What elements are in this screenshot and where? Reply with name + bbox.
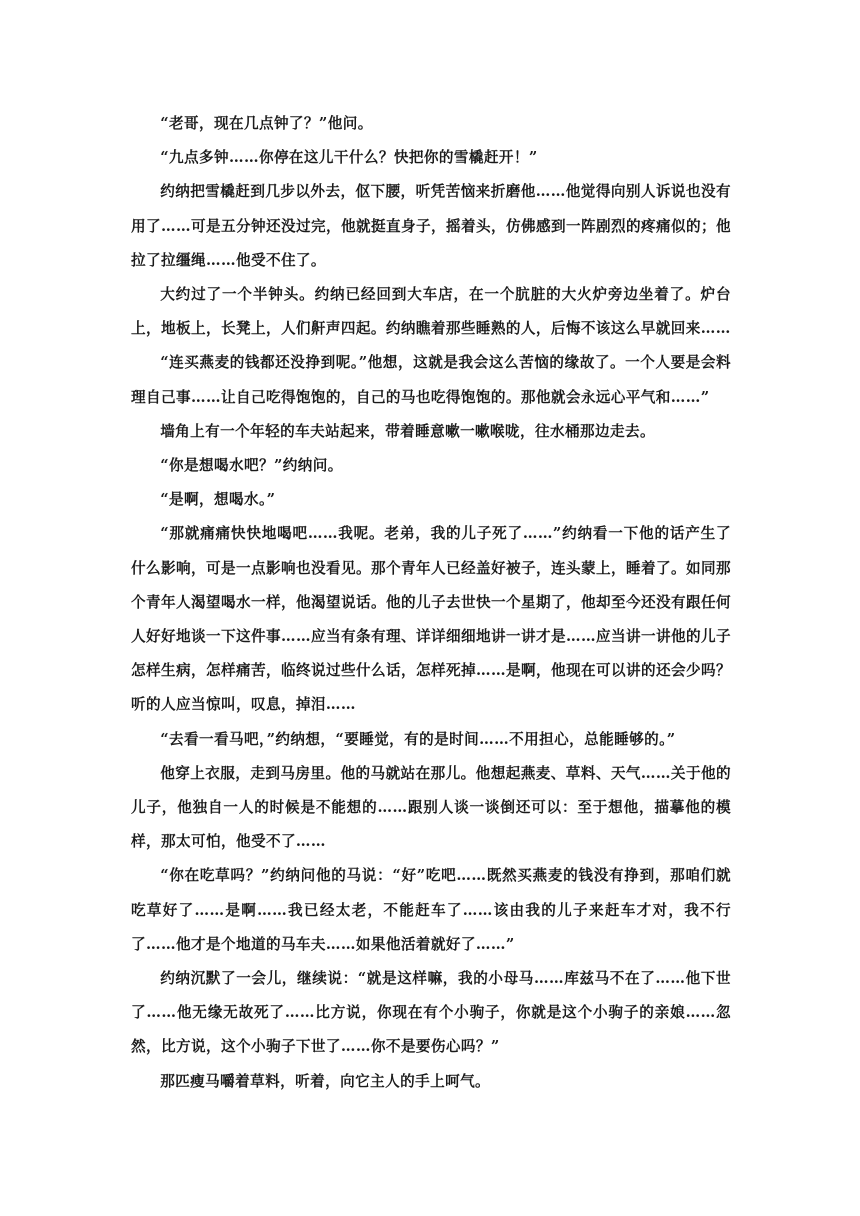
paragraph: “连买燕麦的钱都还没挣到呢。”他想，这就是我会这么苦恼的缘故了。一个人要是会料理自己事……让自己吃得饱饱的，自己的马也吃得饱饱的。那他就会永远心平气和……” bbox=[131, 354, 731, 406]
paragraph: “你是想喝水吧？”约纳问。 bbox=[160, 457, 343, 475]
paragraph: “九点多钟……你停在这儿干什么？快把你的雪橇赶开！” bbox=[160, 149, 538, 167]
paragraph: 大约过了一个半钟头。约纳已经回到大车店，在一个肮脏的大火炉旁边坐着了。炉台上，地板上，长凳上，人们鼾声四起。约纳瞧着那些睡熟的人，后悔不该这么早就回来…… bbox=[131, 286, 731, 338]
paragraph: “是啊，想喝水。” bbox=[160, 491, 276, 509]
paragraph: 那匹瘦马嚼着草料，听着，向它主人的手上呵气。 bbox=[160, 1072, 491, 1090]
paragraph: 约纳把雪橇赶到几步以外去，伛下腰，听凭苦恼来折磨他……他觉得向别人诉说也没有用了……可是五分钟还没过完，他就挺直身子，摇着头，仿佛感到一阵剧烈的疼痛似的；他拉了拉缰绳……他受不住了。 bbox=[131, 183, 731, 269]
paragraph: “去看一看马吧，”约纳想，“要睡觉，有的是时间……不用担心，总能睡够的。” bbox=[160, 730, 676, 748]
paragraph: “老哥，现在几点钟了？”他问。 bbox=[160, 115, 373, 132]
paragraph: 他穿上衣服，走到马房里。他的马就站在那儿。他想起燕麦、草料、天气……关于他的儿子，他独自一人的时候是不能想的……跟别人谈一谈倒还可以：至于想他，描摹他的模样，那太可怕，他受不了…… bbox=[131, 764, 731, 851]
paragraph: “那就痛痛快快地喝吧……我呢。老弟，我的儿子死了……”约纳看一下他的话产生了什么影响，可是一点影响也没看见。那个青年人已经盖好被子，连头蒙上，睡着了。如同那个青年人渴望喝水一样，他渴望说话。他的儿子去世快一个星期了，他却至今还没有跟任何人好好地谈一下这件事……应当有条有理、详详细细地讲一讲才是……应当讲一讲他的儿子怎样生病，怎样痛苦，临终说过些什么话，怎样死掉……是啊，他现在可以讲的还会少吗？听的人应当惊叫，叹息，掉泪…… bbox=[131, 525, 731, 714]
paragraph: 约纳沉默了一会儿，继续说：“就是这样嘛，我的小母马……库兹马不在了……他下世了……他无缘无故死了……比方说，你现在有个小驹子，你就是这个小驹子的亲娘……忽然，比方说，这个小驹子下世了……你不是要伤心吗？” bbox=[131, 970, 731, 1056]
paragraph: “你在吃草吗？”约纳问他的马说：“好”吃吧……既然买燕麦的钱没有挣到，那咱们就吃草好了……是啊……我已经太老，不能赶车了……该由我的儿子来赶车才对，我不行了……他才是个地道的马车夫……如果他活着就好了……” bbox=[131, 867, 731, 953]
story-text bbox=[131, 107, 731, 1099]
paragraph: 墙角上有一个年轻的车夫站起来，带着睡意嗽一嗽喉咙，往水桶那边走去。 bbox=[160, 422, 655, 440]
